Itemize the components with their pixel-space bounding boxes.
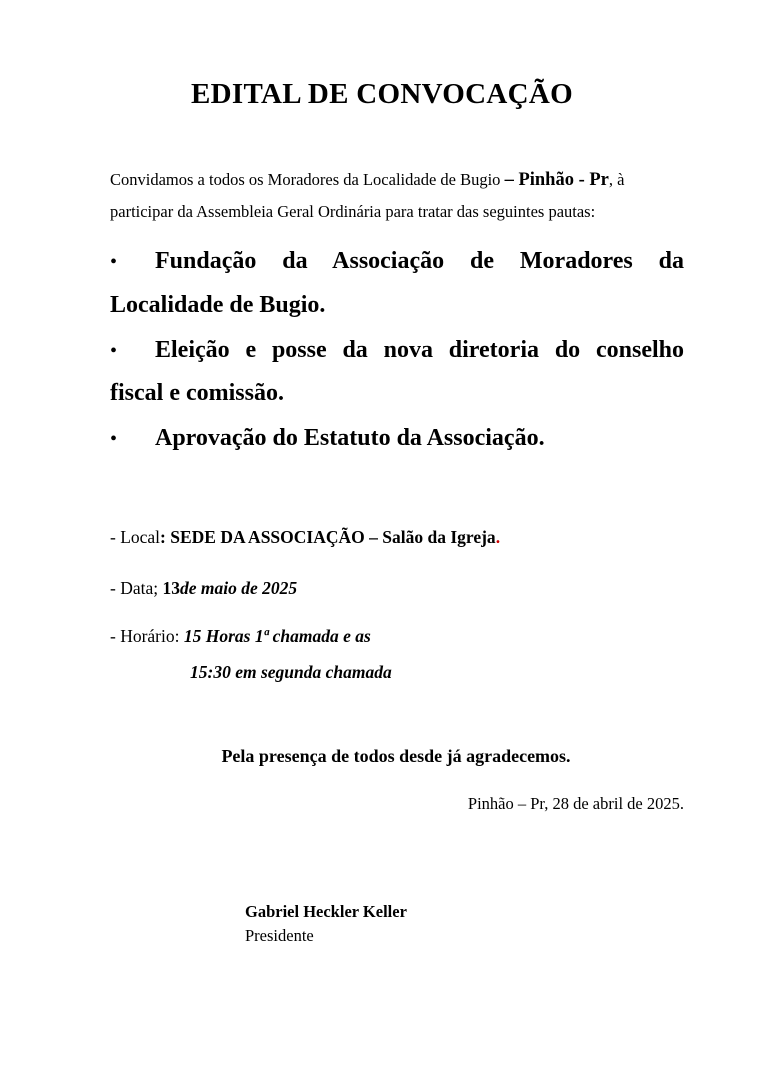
time-first-call: 15 Horas 1ª chamada e as <box>183 626 371 646</box>
location-period: . <box>495 527 501 547</box>
signature-role: Presidente <box>245 926 314 945</box>
intro-line-2: participar da Assembleia Geral Ordinária para tratar das seguintes pautas: <box>110 202 596 221</box>
time-second-call: 15:30 em segunda chamada <box>190 662 392 682</box>
meeting-date <box>110 578 297 599</box>
date-value: de maio de 2025 <box>179 578 298 598</box>
agenda-item-1-cont: Localidade de Bugio. <box>110 292 326 318</box>
location-label: - Local <box>110 527 161 547</box>
agenda-item-3 <box>110 425 684 452</box>
place-date: Pinhão – Pr, 28 de abril de 2025. <box>467 794 684 813</box>
agenda-item-2-cont: fiscal e comissão. <box>110 380 284 406</box>
signature-name: Gabriel Heckler Keller <box>245 902 407 921</box>
time-label: - Horário: <box>110 626 184 646</box>
agenda-item-2 <box>110 337 684 364</box>
location-value: : SEDE DA ASSOCIAÇÃO – Salão da Igreja <box>160 527 496 547</box>
agenda-item-1 <box>110 248 684 275</box>
bullet-icon: • <box>110 428 118 450</box>
intro-location: – Pinhão - Pr <box>504 170 609 190</box>
meeting-time-second <box>190 662 392 683</box>
agenda-item-text: Aprovação do Estatuto da Associação. <box>155 425 545 451</box>
intro-text: Convidamos a todos os Moradores da Localidade de Bugio <box>110 170 505 189</box>
intro-end: , à <box>608 170 625 189</box>
date-day: 13 <box>162 578 180 598</box>
bullet-icon: • <box>110 340 118 362</box>
agenda-item-text: Fundação da Associação de Moradores da <box>155 248 684 274</box>
agenda-item-text: Eleição e posse da nova diretoria do conselho <box>155 337 684 363</box>
date-label: - Data; <box>110 578 163 598</box>
intro-line-1 <box>110 170 624 191</box>
bullet-icon: • <box>110 251 118 273</box>
closing-thanks: Pela presença de todos desde já agradecemos. <box>221 746 571 766</box>
page-title: EDITAL DE CONVOCAÇÃO <box>191 78 573 110</box>
meeting-time <box>110 626 371 647</box>
meeting-location <box>110 527 500 548</box>
